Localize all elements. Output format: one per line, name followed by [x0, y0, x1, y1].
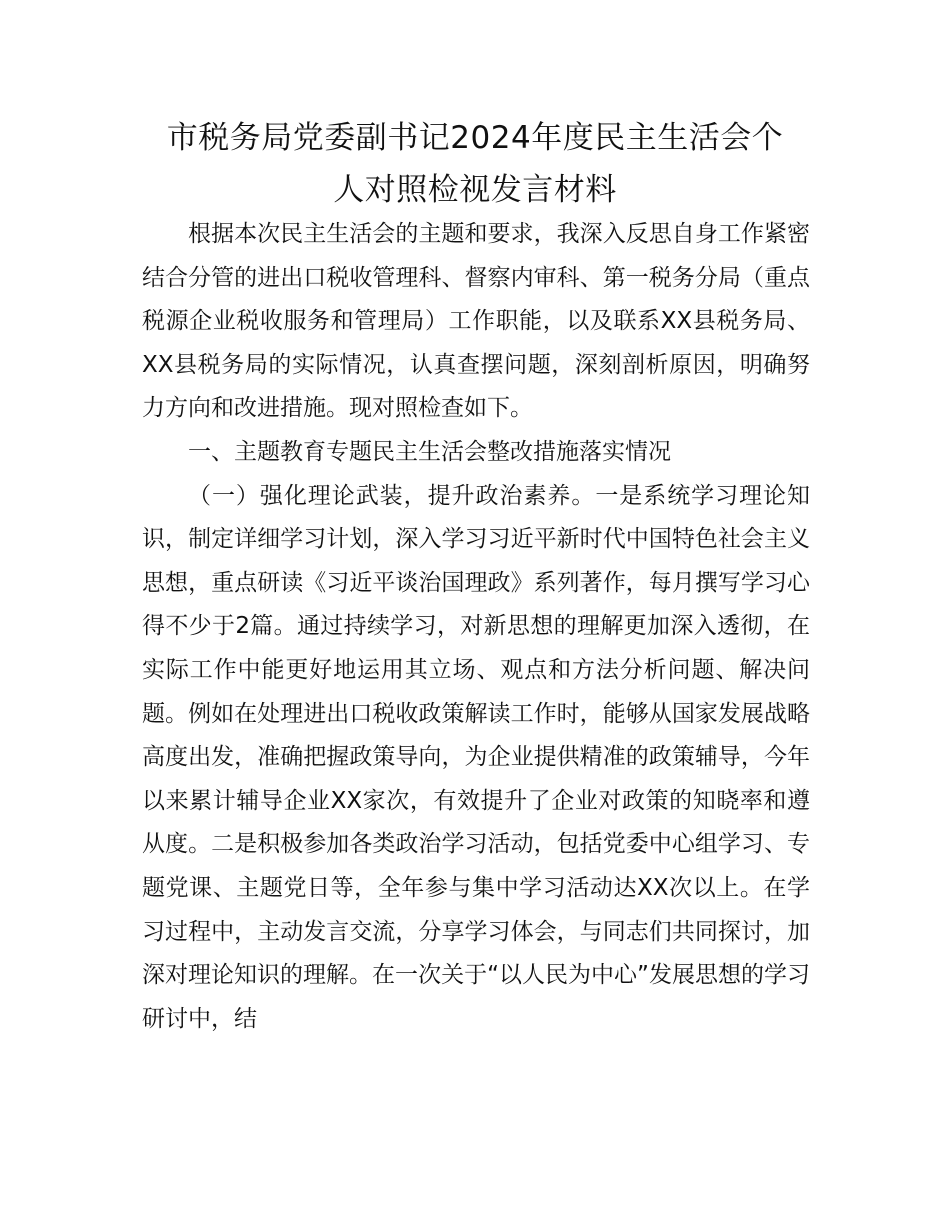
- document-body: [142, 213, 810, 1041]
- document-title: [120, 112, 830, 216]
- section-heading: 一、主题教育专题民主生活会整改措施落实情况: [188, 438, 671, 465]
- intro-paragraph: 根据本次民主生活会的主题和要求，我深入反思自身工作紧密结合分管的进出口税收管理科、督察内审科、第一税务分局（重点税源企业税收服务和管理局）工作职能，以及联系XX县税务局、XX县税务局的实际情况，认真查摆问题，深刻剖析原因，明确努力方向和改进措施。现对照检查如下。: [142, 221, 810, 422]
- body-paragraph: （一）强化理论武装，提升政治素养。一是系统学习理论知识，制定详细学习计划，深入学习习近平新时代中国特色社会主义思想，重点研读《习近平谈治国理政》系列著作，每月撰写学习心得不少于2篇。通过持续学习，对新思想的理解更加深入透彻，在实际工作中能更好地运用其立场、观点和方法分析问题、解决问题。例如在处理进出口税收政策解读工作时，能够从国家发展战略高度出发，准确把握政策导向，为企业提供精准的政策辅导，今年以来累计辅导企业XX家次，有效提升了企业对政策的知晓率和遵从度。二是积极参加各类政治学习活动，包括党委中心组学习、专题党课、主题党日等，全年参与集中学习活动达XX次以上。在学习过程中，主动发言交流，分享学习体会，与同志们共同探讨，加深对理论知识的理解。在一次关于“以人民为中心”发展思想的学习研讨中，结: [142, 482, 810, 1032]
- document-title-line-1: 市税务局党委副书记2024年度民主生活会个: [166, 120, 784, 156]
- document-title-line-2: 人对照检视发言材料: [333, 172, 617, 208]
